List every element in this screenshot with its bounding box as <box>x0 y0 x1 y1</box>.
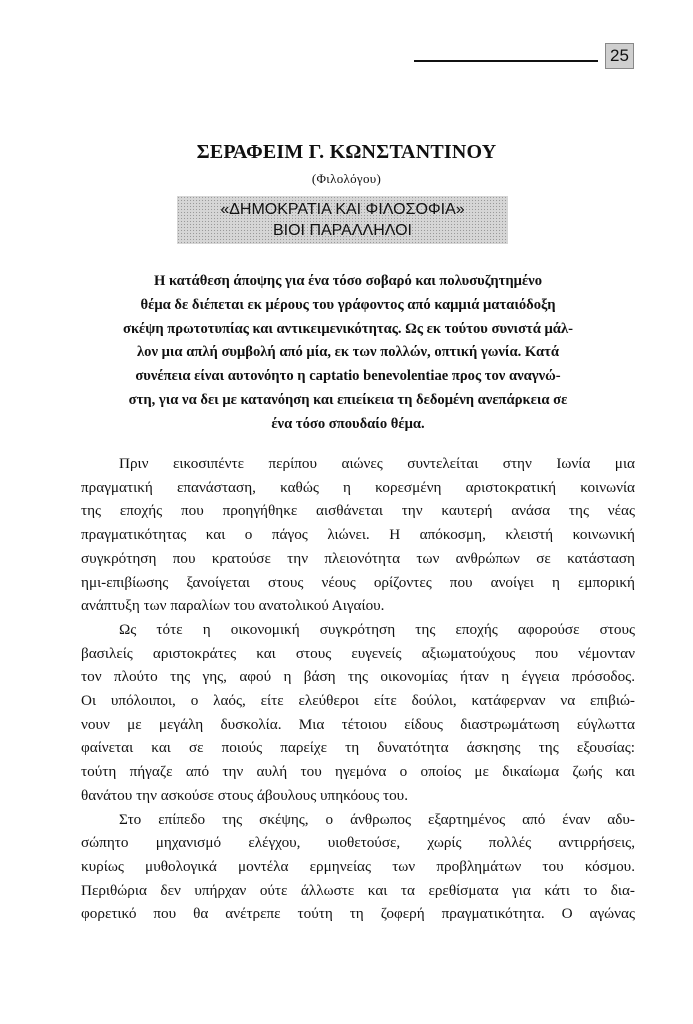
body-line: κυρίως μυθολογικά μοντέλα ερμηνείας των προβλημάτων του κόσμου. <box>81 857 635 875</box>
body-line: Περιθώρια δεν υπήρχαν ούτε άλλωστε και τα ερεθίσματα για κάτι το δια- <box>81 881 635 899</box>
body-line: τον πλούτο της γης, αφού η βάση της οικονομίας ήταν η έγγεια πρόσοδος. <box>81 668 635 686</box>
body-line: φαίνεται και σε ποιούς παρείχε τη δυνατότητα άσκησης της εξουσίας: <box>81 739 635 757</box>
body-line: πραγματικότητας και ο πάγος λιώνει. Η απόκοσμη, κλειστή κοινωνική <box>81 526 635 544</box>
body-line: τούτη πήγαζε από την αυλή του ηγεμόνα ο οποίος με δικαίωμα ζωής και <box>81 763 635 781</box>
body-line: σώπητο μηχανισμό ελέγχου, υιοθετούσε, χωρίς πολλές αντιρρήσεις, <box>81 834 635 852</box>
abstract-line: σκέψη πρωτοτυπίας και αντικειμενικότητας. Ως εκ τούτου συνιστά μάλ- <box>123 320 573 337</box>
body-line: νουν με μεγάλη δυσκολία. Μια τέτοιου είδους διαστρωμάτωση εύγλωττα <box>81 715 635 733</box>
page-number: 25 <box>605 43 634 69</box>
body-line: βασιλείς αριστοκράτες και στους ευγενείς αξιωματούχους που νέμονταν <box>81 644 635 662</box>
body-line: Οι υπόλοιποι, ο λαός, είτε ελεύθεροι είτε δούλοι, κατάφερναν να επιβιώ- <box>81 692 635 710</box>
abstract-line: ένα τόσο σπουδαίο θέμα. <box>271 415 425 432</box>
paragraph <box>81 618 635 808</box>
body-text <box>81 452 635 926</box>
body-line: ανάπτυξη των παραλίων του ανατολικού Αιγαίου. <box>81 597 385 615</box>
abstract-line: στη, για να δει με κατανόηση και επιείκεια τη δεδομένη ανεπάρκεια σε <box>128 391 568 408</box>
body-line: ημι-επιβίωσης ξανοίγεται στους νέους ορίζοντες που ανοίγει η εμπορική <box>81 573 635 591</box>
header-rule <box>414 60 598 62</box>
author-role: (Φιλολόγου) <box>311 171 382 186</box>
paragraph <box>81 808 635 927</box>
abstract-line: θέμα δε διέπεται εκ μέρους του γράφοντος από καμμιά ματαιόδοξη <box>140 296 556 313</box>
abstract <box>88 270 608 437</box>
body-line: Ως τότε η οικονομική συγκρότηση της εποχής αφορούσε στους <box>119 620 635 638</box>
article-subtitle-line: ΒΙΟΙ ΠΑΡΑΛΛΗΛΟΙ <box>272 222 412 239</box>
author-name: ΣΕΡΑΦΕΙΜ Γ. ΚΩΝΣΤΑΝΤΙΝΟΥ <box>196 141 497 163</box>
paragraph <box>81 452 635 618</box>
body-line: Πριν εικοσιπέντε περίπου αιώνες συντελείται στην Ιωνία μια <box>119 455 635 472</box>
article-title-line: «ΔΗΜΟΚΡΑΤΙΑ ΚΑΙ ΦΙΛΟΣΟΦΙΑ» <box>220 201 465 218</box>
body-line: πραγματική επανάσταση, καθώς η κορεσμένη αριστοκρατική κοινωνία <box>81 478 635 496</box>
abstract-line: Η κατάθεση άποψης για ένα τόσο σοβαρό και πολυσυζητημένο <box>154 273 542 289</box>
body-line: συγκρότηση που κρατούσε την πλειονότητα των ανθρώπων σε κατάσταση <box>81 549 635 567</box>
body-line: Στο επίπεδο της σκέψης, ο άνθρωπος εξαρτημένος από έναν αδυ- <box>119 810 635 828</box>
body-line: φορετικό που θα ανέτρεπε τούτη τη ζοφερή πραγματικότητα. Ο αγώνας <box>81 905 635 923</box>
abstract-line: λον μια απλή συμβολή από μία, εκ των πολλών, οπτική γωνία. Κατά <box>137 344 559 361</box>
article-title-box <box>177 196 508 244</box>
body-line: θανάτου την ασκούσε στους άβουλους υπηκόους του. <box>81 786 408 804</box>
abstract-line: συνέπεια είναι αυτονόητο η captatio benevolentiae προς τον αναγνώ- <box>135 368 561 385</box>
body-line: της εποχής που προηγήθηκε αισθάνεται την καυτερή ανάσα της νέας <box>81 502 635 520</box>
